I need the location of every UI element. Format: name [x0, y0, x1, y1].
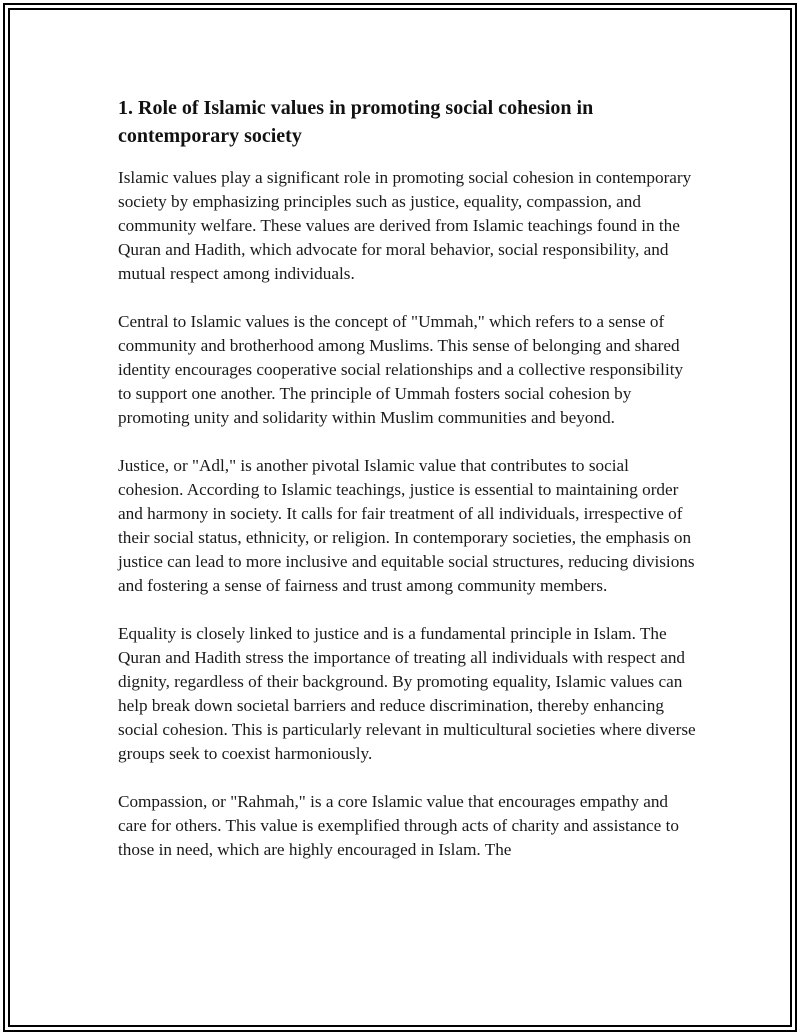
section-heading: 1. Role of Islamic values in promoting social cohesion in contemporary society	[118, 97, 594, 147]
document-body	[118, 94, 698, 862]
paragraph-ummah: Central to Islamic values is the concept of "Ummah," which refers to a sense of community and brotherhood among Muslims. This sense of belonging and shared identity encourages cooperative social relationships and a collective responsibility to support one another. The principle of Ummah fosters social cohesion by promoting unity and solidarity within Muslim communities and beyond.	[118, 312, 684, 427]
paragraph-justice: Justice, or "Adl," is another pivotal Islamic value that contributes to social cohesion. According to Islamic teachings, justice is essential to maintaining order and harmony in society. It calls for fair treatment of all individuals, irrespective of their social status, ethnicity, or religion. In contemporary societies, the emphasis on justice can lead to more inclusive and equitable social structures, reducing divisions and fostering a sense of fairness and trust among community members.	[118, 456, 695, 595]
paragraph-compassion: Compassion, or "Rahmah," is a core Islamic value that encourages empathy and care for others. This value is exemplified through acts of charity and assistance to those in need, which are highly encouraged in Islam. The	[118, 792, 679, 859]
paragraph-intro: Islamic values play a significant role in promoting social cohesion in contemporary society by emphasizing principles such as justice, equality, compassion, and community welfare. These values are derived from Islamic teachings found in the Quran and Hadith, which advocate for moral behavior, social responsibility, and mutual respect among individuals.	[118, 168, 692, 283]
paragraph-equality: Equality is closely linked to justice and is a fundamental principle in Islam. The Quran and Hadith stress the importance of treating all individuals with respect and dignity, regardless of their background. By promoting equality, Islamic values can help break down societal barriers and reduce discrimination, thereby enhancing social cohesion. This is particularly relevant in multicultural societies where diverse groups seek to coexist harmoniously.	[118, 624, 696, 763]
